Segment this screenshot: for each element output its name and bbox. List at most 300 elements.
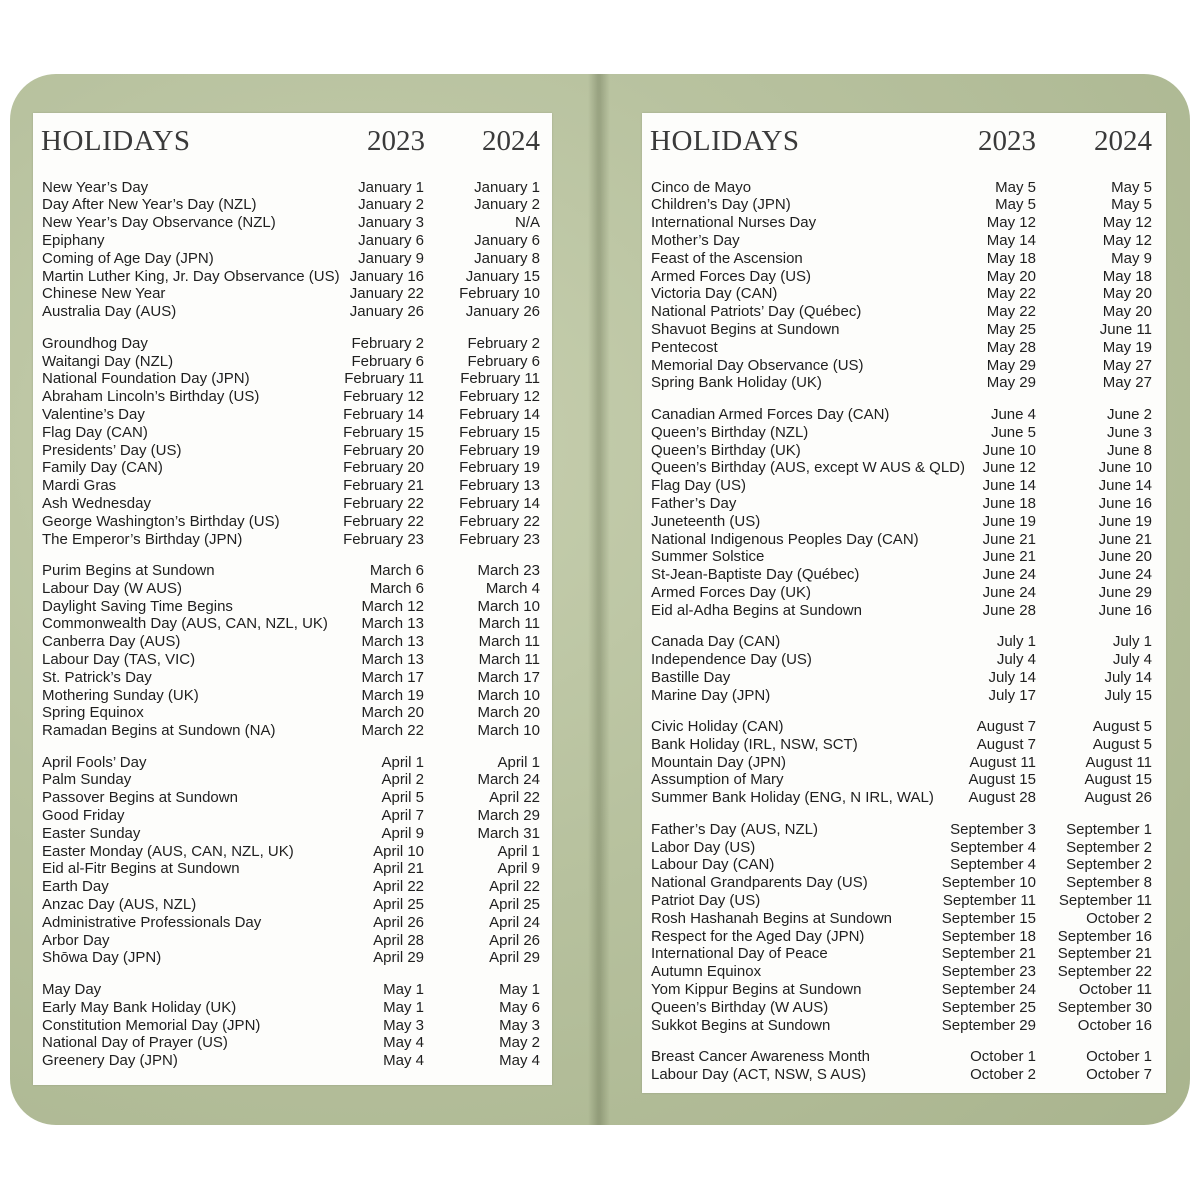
date-2023: May 4	[383, 1034, 424, 1052]
date-2023: September 18	[941, 927, 1036, 945]
date-2024: April 29	[489, 949, 540, 967]
right-year-2023-heading: 2023	[978, 125, 1036, 157]
date-2024: February 2	[467, 334, 540, 352]
holiday-row	[642, 357, 1166, 375]
holiday-name: Queen’s Birthday (UK)	[651, 441, 801, 459]
holiday-row	[642, 856, 1166, 874]
date-2023: September 23	[941, 963, 1036, 981]
holiday-row	[33, 531, 552, 549]
holiday-row	[642, 548, 1166, 566]
holiday-name: National Grandparents Day (US)	[651, 874, 868, 892]
holiday-name: Groundhog Day	[42, 334, 148, 352]
holiday-row	[642, 928, 1166, 946]
holiday-name: Juneteenth (US)	[651, 512, 761, 530]
date-2024: May 12	[1102, 214, 1152, 232]
holiday-name: Greenery Day (JPN)	[42, 1052, 178, 1070]
holiday-name: Mountain Day (JPN)	[651, 753, 787, 771]
holiday-row	[642, 981, 1166, 999]
holiday-group	[642, 406, 1166, 620]
holiday-name: Breast Cancer Awareness Month	[651, 1047, 871, 1065]
holiday-row	[33, 250, 552, 268]
holiday-row	[33, 687, 552, 705]
holiday-row	[33, 268, 552, 286]
holiday-row	[33, 843, 552, 861]
holiday-name: Coming of Age Day (JPN)	[42, 249, 214, 267]
holiday-row	[642, 633, 1166, 651]
date-2023: February 21	[343, 477, 424, 495]
holiday-row	[642, 232, 1166, 250]
holiday-group	[642, 633, 1166, 704]
holiday-row	[642, 821, 1166, 839]
date-2023: March 20	[361, 704, 424, 722]
holiday-name: Ash Wednesday	[42, 494, 151, 512]
holiday-name: Civic Holiday (CAN)	[651, 718, 784, 736]
holiday-name: Patriot Day (US)	[651, 891, 761, 909]
left-holiday-list	[33, 179, 552, 1070]
date-2024: April 9	[497, 860, 540, 878]
date-2023: April 2	[381, 771, 424, 789]
holiday-name: Summer Solstice	[651, 548, 765, 566]
date-2024: October 2	[1086, 909, 1152, 927]
date-2024: May 20	[1102, 285, 1152, 303]
date-2023: June 12	[982, 459, 1036, 477]
date-2024: March 10	[477, 597, 540, 615]
date-2023: February 12	[343, 388, 424, 406]
date-2024: May 5	[1111, 178, 1152, 196]
date-2024: January 1	[474, 178, 540, 196]
holiday-row	[642, 477, 1166, 495]
date-2024: June 14	[1098, 477, 1152, 495]
holiday-name: Canberra Day (AUS)	[42, 633, 181, 651]
holiday-name: Queen’s Birthday (W AUS)	[651, 998, 829, 1016]
holiday-row	[642, 999, 1166, 1017]
holiday-row	[33, 1052, 552, 1070]
holiday-name: Family Day (CAN)	[42, 459, 163, 477]
holiday-row	[33, 860, 552, 878]
right-year-2024-heading: 2024	[1094, 125, 1152, 157]
holiday-row	[642, 339, 1166, 357]
holiday-row	[33, 232, 552, 250]
date-2023: September 29	[941, 1016, 1036, 1034]
holiday-name: Marine Day (JPN)	[651, 686, 771, 704]
holiday-row	[642, 687, 1166, 705]
date-2023: May 18	[986, 249, 1036, 267]
holiday-name: Day After New Year’s Day (NZL)	[42, 196, 257, 214]
date-2023: August 28	[968, 789, 1036, 807]
date-2024: May 19	[1102, 338, 1152, 356]
date-2023: July 1	[996, 633, 1036, 651]
date-2024: March 10	[477, 686, 540, 704]
date-2023: June 21	[982, 530, 1036, 548]
holiday-group	[33, 179, 552, 321]
date-2023: September 15	[941, 909, 1036, 927]
holiday-row	[33, 477, 552, 495]
holiday-name: The Emperor’s Birthday (JPN)	[42, 530, 243, 548]
holiday-row	[642, 789, 1166, 807]
date-2024: March 23	[477, 562, 540, 579]
holiday-group	[33, 981, 552, 1070]
holiday-row	[642, 566, 1166, 584]
date-2023: May 25	[986, 321, 1036, 339]
holiday-row	[33, 214, 552, 232]
holiday-name: Epiphany	[42, 232, 105, 250]
date-2024: April 1	[497, 753, 540, 771]
date-2024: May 4	[499, 1052, 540, 1070]
holiday-row	[33, 896, 552, 914]
holiday-name: National Indigenous Peoples Day (CAN)	[651, 530, 919, 548]
date-2023: July 4	[996, 650, 1036, 668]
date-2024: January 2	[474, 196, 540, 214]
date-2023: June 19	[982, 512, 1036, 530]
date-2024: August 5	[1092, 718, 1152, 736]
date-2023: June 21	[982, 548, 1036, 566]
holiday-name: Assumption of Mary	[651, 771, 784, 789]
holiday-name: Canada Day (CAN)	[651, 633, 781, 651]
date-2023: April 26	[373, 913, 424, 931]
holiday-name: Sukkot Begins at Sundown	[651, 1016, 831, 1034]
holiday-row	[642, 196, 1166, 214]
left-page	[33, 113, 552, 1085]
holiday-row	[642, 945, 1166, 963]
date-2024: September 21	[1057, 945, 1152, 963]
holiday-row	[33, 424, 552, 442]
date-2023: May 22	[986, 303, 1036, 321]
holiday-row	[642, 718, 1166, 736]
date-2024: February 11	[460, 370, 540, 388]
date-2024: February 10	[459, 285, 540, 303]
date-2023: May 4	[383, 1052, 424, 1070]
holiday-name: St. Patrick’s Day	[42, 668, 152, 686]
date-2024: February 14	[459, 494, 540, 512]
date-2023: October 1	[970, 1047, 1036, 1065]
date-2023: May 22	[986, 285, 1036, 303]
holiday-name: Bank Holiday (IRL, NSW, SCT)	[651, 735, 858, 753]
date-2024: May 6	[499, 998, 540, 1016]
holiday-row	[33, 303, 552, 321]
date-2024: March 29	[477, 807, 540, 825]
holiday-row	[33, 335, 552, 353]
date-2023: June 24	[982, 583, 1036, 601]
holiday-name: Easter Monday (AUS, CAN, NZL, UK)	[42, 842, 294, 860]
holiday-name: Armed Forces Day (UK)	[651, 583, 812, 601]
date-2024: June 21	[1098, 530, 1152, 548]
date-2024: July 14	[1104, 668, 1152, 686]
date-2024: April 22	[489, 878, 540, 896]
date-2024: January 26	[465, 303, 540, 321]
holiday-row	[33, 1034, 552, 1052]
date-2024: September 22	[1057, 963, 1152, 981]
holiday-row	[642, 424, 1166, 442]
holiday-group	[642, 718, 1166, 807]
holiday-row	[33, 807, 552, 825]
holiday-row	[642, 303, 1166, 321]
holiday-name: Armed Forces Day (US)	[651, 267, 812, 285]
date-2023: October 2	[970, 1065, 1036, 1083]
date-2023: March 13	[361, 633, 424, 651]
holiday-row	[33, 949, 552, 967]
holiday-row	[642, 285, 1166, 303]
holiday-row	[642, 1066, 1166, 1084]
date-2024: May 9	[1111, 249, 1152, 267]
date-2024: October 7	[1086, 1065, 1152, 1083]
holiday-row	[642, 268, 1166, 286]
date-2024: September 30	[1057, 998, 1152, 1016]
date-2023: March 17	[361, 668, 424, 686]
date-2024: January 15	[465, 267, 540, 285]
holiday-row	[33, 722, 552, 740]
holiday-row	[33, 651, 552, 669]
date-2024: January 8	[474, 249, 540, 267]
date-2023: January 26	[349, 303, 424, 321]
date-2024: March 11	[478, 615, 540, 633]
date-2023: May 28	[986, 338, 1036, 356]
holiday-name: Early May Bank Holiday (UK)	[42, 998, 237, 1016]
date-2024: June 24	[1098, 566, 1152, 584]
holiday-row	[642, 1048, 1166, 1066]
holiday-row	[33, 562, 552, 580]
date-2023: May 29	[986, 374, 1036, 392]
date-2023: June 24	[982, 566, 1036, 584]
holiday-row	[33, 615, 552, 633]
date-2024: September 2	[1066, 856, 1152, 874]
date-2024: June 3	[1106, 423, 1152, 441]
date-2023: May 12	[986, 214, 1036, 232]
holiday-name: Rosh Hashanah Begins at Sundown	[651, 909, 892, 927]
holiday-name: Queen’s Birthday (AUS, except W AUS & QLD)	[651, 459, 966, 477]
date-2024: N/A	[514, 214, 540, 232]
holiday-row	[642, 531, 1166, 549]
date-2023: January 1	[358, 178, 424, 196]
holiday-row	[642, 963, 1166, 981]
holiday-group	[642, 821, 1166, 1035]
holiday-name: Mardi Gras	[42, 477, 117, 495]
date-2024: May 18	[1102, 267, 1152, 285]
holiday-name: Yom Kippur Begins at Sundown	[651, 980, 862, 998]
holiday-row	[33, 353, 552, 371]
holiday-name: George Washington’s Birthday (US)	[42, 512, 280, 530]
date-2023: May 1	[383, 980, 424, 998]
holiday-name: Pentecost	[651, 338, 718, 356]
date-2024: May 1	[499, 980, 540, 998]
date-2023: June 5	[990, 423, 1036, 441]
date-2024: February 13	[459, 477, 540, 495]
holiday-row	[33, 704, 552, 722]
date-2024: June 16	[1098, 601, 1152, 619]
holiday-row	[33, 406, 552, 424]
date-2023: September 3	[950, 820, 1036, 838]
holiday-name: New Year’s Day	[42, 178, 149, 196]
holiday-name: Mothering Sunday (UK)	[42, 686, 199, 704]
date-2024: May 2	[499, 1034, 540, 1052]
holiday-row	[33, 771, 552, 789]
holiday-name: Labour Day (CAN)	[651, 856, 775, 874]
date-2023: September 4	[950, 838, 1036, 856]
date-2024: July 1	[1112, 633, 1152, 651]
date-2023: February 14	[343, 405, 424, 423]
holiday-row	[642, 179, 1166, 197]
holiday-row	[642, 771, 1166, 789]
holiday-name: Canadian Armed Forces Day (CAN)	[651, 405, 890, 423]
holiday-row	[33, 285, 552, 303]
date-2024: May 27	[1102, 356, 1152, 374]
date-2024: April 26	[489, 931, 540, 949]
holiday-name: Victoria Day (CAN)	[651, 285, 778, 303]
date-2023: March 13	[361, 650, 424, 668]
right-holiday-list	[642, 179, 1166, 1084]
date-2024: March 17	[477, 668, 540, 686]
holiday-row	[642, 442, 1166, 460]
date-2023: February 20	[343, 441, 424, 459]
holiday-name: International Nurses Day	[651, 214, 817, 232]
holiday-name: Mother’s Day	[651, 232, 740, 250]
date-2024: August 11	[1085, 753, 1152, 771]
holiday-name: Purim Begins at Sundown	[42, 562, 215, 579]
holiday-row	[33, 388, 552, 406]
holiday-name: Commonwealth Day (AUS, CAN, NZL, UK)	[42, 615, 328, 633]
holiday-row	[33, 495, 552, 513]
date-2024: October 11	[1078, 980, 1152, 998]
date-2024: July 4	[1112, 650, 1152, 668]
holiday-name: Eid al-Adha Begins at Sundown	[651, 601, 862, 619]
date-2024: May 20	[1102, 303, 1152, 321]
holiday-row	[33, 932, 552, 950]
date-2023: April 21	[373, 860, 424, 878]
holiday-name: Labor Day (US)	[651, 838, 756, 856]
holiday-row	[33, 789, 552, 807]
date-2023: September 21	[941, 945, 1036, 963]
holiday-row	[642, 513, 1166, 531]
holiday-name: Spring Bank Holiday (UK)	[651, 374, 822, 392]
holiday-row	[642, 669, 1166, 687]
date-2024: March 11	[478, 633, 540, 651]
date-2023: September 4	[950, 856, 1036, 874]
date-2024: May 5	[1111, 196, 1152, 214]
holiday-row	[33, 825, 552, 843]
holiday-name: St-Jean-Baptiste Day (Québec)	[651, 566, 860, 584]
date-2024: March 10	[477, 722, 540, 740]
book-spine	[588, 74, 610, 1125]
date-2023: September 24	[941, 980, 1036, 998]
date-2023: April 25	[373, 896, 424, 914]
holiday-name: Shōwa Day (JPN)	[42, 949, 162, 967]
date-2023: February 20	[343, 459, 424, 477]
right-page-header	[642, 113, 1166, 165]
holiday-name: Respect for the Aged Day (JPN)	[651, 927, 865, 945]
holiday-name: Waitangi Day (NZL)	[42, 352, 174, 370]
holiday-name: Summer Bank Holiday (ENG, N IRL, WAL)	[651, 789, 934, 807]
date-2024: February 19	[459, 441, 540, 459]
date-2023: February 6	[351, 352, 424, 370]
date-2023: June 18	[982, 494, 1036, 512]
holiday-row	[642, 1017, 1166, 1035]
holiday-row	[33, 196, 552, 214]
holiday-row	[33, 999, 552, 1017]
holiday-row	[642, 406, 1166, 424]
date-2023: May 5	[995, 178, 1036, 196]
date-2024: January 6	[474, 232, 540, 250]
date-2023: July 14	[988, 668, 1036, 686]
date-2024: February 15	[459, 423, 540, 441]
holiday-name: Chinese New Year	[42, 285, 166, 303]
date-2023: April 22	[373, 878, 424, 896]
date-2023: January 22	[349, 285, 424, 303]
holiday-row	[33, 878, 552, 896]
holiday-name: Good Friday	[42, 807, 125, 825]
holiday-name: Father’s Day	[651, 494, 737, 512]
date-2024: June 16	[1098, 494, 1152, 512]
holiday-name: Memorial Day Observance (US)	[651, 356, 864, 374]
date-2024: October 16	[1077, 1016, 1152, 1034]
date-2024: March 11	[478, 650, 540, 668]
date-2023: August 7	[976, 735, 1036, 753]
date-2023: March 13	[361, 615, 424, 633]
date-2023: April 28	[373, 931, 424, 949]
date-2024: August 5	[1092, 735, 1152, 753]
holiday-name: Administrative Professionals Day	[42, 913, 262, 931]
holiday-name: Children’s Day (JPN)	[651, 196, 791, 214]
date-2024: February 12	[459, 388, 540, 406]
date-2024: February 6	[467, 352, 540, 370]
holiday-row	[33, 1017, 552, 1035]
holiday-group	[33, 754, 552, 968]
date-2024: September 1	[1066, 820, 1152, 838]
date-2023: May 3	[383, 1016, 424, 1034]
date-2024: May 12	[1102, 232, 1152, 250]
date-2023: February 11	[344, 370, 424, 388]
holiday-row	[642, 910, 1166, 928]
holiday-row	[33, 914, 552, 932]
holiday-name: Feast of the Ascension	[651, 249, 803, 267]
date-2023: June 4	[990, 405, 1036, 423]
holiday-name: Queen’s Birthday (NZL)	[651, 423, 809, 441]
date-2023: January 16	[349, 267, 424, 285]
holiday-group	[642, 1048, 1166, 1084]
date-2023: June 14	[982, 477, 1036, 495]
date-2023: September 10	[941, 874, 1036, 892]
holiday-row	[642, 892, 1166, 910]
holiday-name: Passover Begins at Sundown	[42, 789, 238, 807]
holiday-name: Earth Day	[42, 878, 109, 896]
date-2023: May 1	[383, 998, 424, 1016]
right-page	[642, 113, 1166, 1093]
date-2024: June 10	[1098, 459, 1152, 477]
date-2024: February 22	[459, 512, 540, 530]
date-2024: February 14	[459, 405, 540, 423]
holiday-row	[642, 602, 1166, 620]
left-year-2024-heading: 2024	[482, 125, 540, 157]
holiday-row	[33, 370, 552, 388]
holiday-row	[642, 754, 1166, 772]
holiday-row	[642, 214, 1166, 232]
date-2023: April 7	[381, 807, 424, 825]
date-2024: August 15	[1084, 771, 1152, 789]
date-2023: August 15	[968, 771, 1036, 789]
holiday-name: Daylight Saving Time Begins	[42, 597, 233, 615]
date-2024: February 19	[459, 459, 540, 477]
date-2024: September 16	[1057, 927, 1152, 945]
date-2023: February 22	[343, 494, 424, 512]
date-2023: March 22	[361, 722, 424, 740]
date-2023: March 19	[361, 686, 424, 704]
holiday-name: April Fools’ Day	[42, 753, 147, 771]
date-2023: September 25	[941, 998, 1036, 1016]
holiday-name: Easter Sunday	[42, 824, 141, 842]
date-2024: June 11	[1099, 321, 1152, 339]
date-2023: February 23	[343, 530, 424, 548]
left-page-header	[33, 113, 552, 165]
holiday-name: Labour Day (TAS, VIC)	[42, 650, 196, 668]
date-2024: March 20	[477, 704, 540, 722]
